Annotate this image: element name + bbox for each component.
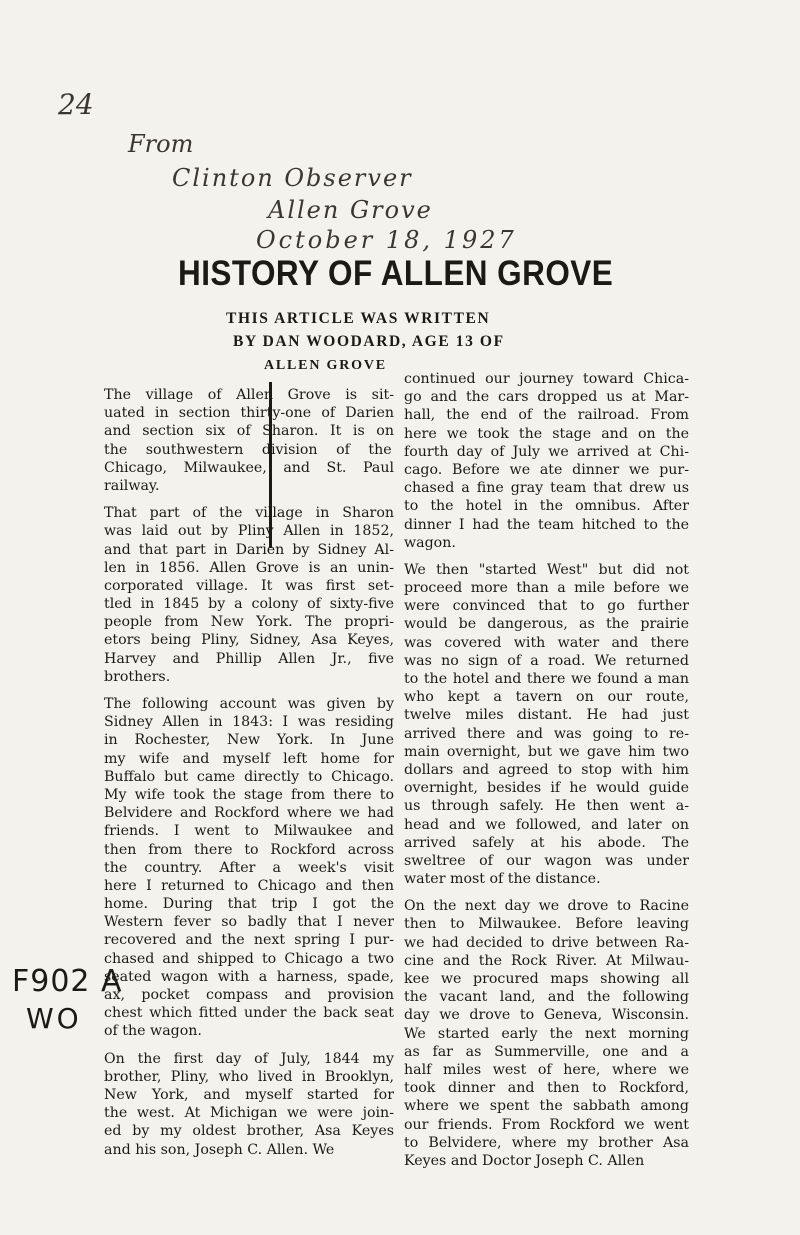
article-text-line: brother, Pliny, who lived in Brooklyn, bbox=[104, 1068, 394, 1085]
article-text-line: arrived safely at his abode. The bbox=[404, 834, 689, 851]
article-text-line: cago. Before we ate dinner we pur- bbox=[404, 461, 689, 478]
handwritten-page-number: 24 bbox=[58, 88, 94, 121]
article-text-line: New York, and myself started for bbox=[104, 1086, 394, 1103]
article-text-line: ax, pocket compass and provision bbox=[104, 987, 394, 1003]
article-text-line: Sidney Allen in 1843: I was residing bbox=[104, 714, 394, 731]
article-text-line: to the hotel in the omnibus. After bbox=[404, 498, 689, 515]
article-text-line: len in 1856. Allen Grove is an unin- bbox=[104, 559, 394, 576]
article-text-line: here we took the stage and on the bbox=[404, 425, 689, 442]
catalog-code-line-2: WO bbox=[26, 1002, 82, 1035]
paragraph-gap bbox=[404, 888, 689, 897]
article-text-line: Buffalo but came directly to Chicago. bbox=[104, 768, 394, 785]
article-text-line: wagon. bbox=[404, 534, 456, 551]
article-text-line: sweltree of our wagon was under bbox=[404, 852, 689, 869]
article-text-line: The following account was given by bbox=[104, 696, 394, 712]
article-text-line: half miles west of here, where we bbox=[404, 1061, 689, 1078]
article-text-line: Western fever so badly that I never bbox=[104, 914, 394, 931]
article-text-line: railway. bbox=[104, 477, 160, 494]
subheading-line-3: ALLEN GROVE bbox=[264, 358, 387, 373]
article-text-line: That part of the village in Sharon bbox=[104, 505, 394, 522]
article-text-line: the west. At Michigan we were join- bbox=[104, 1105, 394, 1122]
article-text-line: recovered and the next spring I pur- bbox=[104, 932, 394, 949]
article-text-line: chased a fine gray team that drew us bbox=[404, 480, 689, 497]
article-text-line: would be dangerous, as the prairie bbox=[404, 616, 689, 633]
article-text-line: main overnight, but we gave him two bbox=[404, 743, 689, 760]
article-text-line: go and the cars dropped us at Mar- bbox=[404, 389, 689, 406]
paragraph-gap bbox=[104, 1041, 394, 1050]
article-text-line: home. During that trip I got the bbox=[104, 896, 394, 913]
article-headline: HISTORY OF ALLEN GROVE bbox=[178, 254, 614, 293]
paragraph-gap bbox=[404, 552, 689, 561]
article-text-line: us through safely. He then went a- bbox=[404, 798, 689, 815]
article-text-line: proceed more than a mile before we bbox=[404, 580, 689, 597]
article-text-line: The village of Allen Grove is sit- bbox=[104, 387, 394, 403]
article-text-line: hall, the end of the railroad. From bbox=[404, 407, 689, 424]
article-text-line: We then "started West" but did not bbox=[404, 561, 689, 578]
paragraph-gap bbox=[104, 686, 394, 695]
article-text-line: tled in 1845 by a colony of sixty-five bbox=[104, 596, 394, 613]
article-text-line: people from New York. The propri- bbox=[104, 614, 394, 631]
article-text-line: then from there to Rockford across bbox=[104, 841, 394, 858]
article-text-line: was laid out by Pliny Allen in 1852, bbox=[104, 523, 394, 540]
article-text-line: took dinner and then to Rockford, bbox=[404, 1080, 689, 1097]
article-text-line: head and we followed, and later on bbox=[404, 816, 689, 833]
article-text-line: fourth day of July we arrived at Chi- bbox=[404, 443, 689, 460]
article-text-line: to Belvidere, where my brother Asa bbox=[404, 1134, 689, 1151]
article-text-line: was no sign of a road. We returned bbox=[404, 652, 689, 669]
article-column-left bbox=[104, 386, 394, 1159]
article-text-line: Keyes and Doctor Joseph C. Allen bbox=[404, 1152, 645, 1169]
article-text-line: arrived there and was going to re- bbox=[404, 725, 689, 742]
article-text-line: corporated village. It was first set- bbox=[104, 577, 394, 594]
article-text-line: ed by my oldest brother, Asa Keyes bbox=[104, 1123, 394, 1140]
article-text-line: the country. After a week's visit bbox=[104, 859, 394, 876]
article-text-line: We started early the next morning bbox=[404, 1025, 689, 1042]
article-text-line: and that part in Darien by Sidney Al- bbox=[104, 541, 394, 558]
article-text-line: brothers. bbox=[104, 668, 171, 685]
article-text-line: and his son, Joseph C. Allen. We bbox=[104, 1141, 335, 1158]
article-text-line: chest which fitted under the back seat bbox=[104, 1005, 394, 1022]
article-text-line: kee we procured maps showing all bbox=[404, 971, 689, 987]
article-text-line: etors being Pliny, Sidney, Asa Keyes, bbox=[104, 632, 394, 649]
article-text-line: was covered with water and there bbox=[404, 634, 689, 651]
article-text-line: Belvidere and Rockford where we had bbox=[104, 805, 394, 822]
article-text-line: then to Milwaukee. Before leaving bbox=[404, 916, 689, 933]
article-text-line: On the next day we drove to Racine bbox=[404, 898, 689, 915]
article-text-line: we had decided to drive between Ra- bbox=[404, 934, 689, 951]
article-text-line: seated wagon with a harness, spade, bbox=[104, 968, 394, 985]
article-text-line: chased and shipped to Chicago a two bbox=[104, 950, 394, 967]
article-text-line: where we spent the sabbath among bbox=[404, 1098, 689, 1115]
subheading-line-2: BY DAN WOODARD, AGE 13 OF bbox=[233, 333, 505, 350]
article-text-line: My wife took the stage from there to bbox=[104, 786, 394, 803]
article-text-line: were convinced that to go further bbox=[404, 598, 689, 615]
subheading-line-1: THIS ARTICLE WAS WRITTEN bbox=[226, 310, 491, 327]
article-text-line: Harvey and Phillip Allen Jr., five bbox=[104, 650, 394, 667]
article-text-line: twelve miles distant. He had just bbox=[404, 707, 689, 724]
paragraph-gap bbox=[104, 495, 394, 504]
article-text-line: who kept a tavern on our route, bbox=[404, 689, 689, 706]
article-text-line: overnight, besides if he would guide bbox=[404, 780, 689, 797]
article-text-line: uated in section thirty-one of Darien bbox=[104, 405, 394, 422]
article-text-line: of the wagon. bbox=[104, 1023, 202, 1040]
handwritten-date: October 18, 1927 bbox=[256, 226, 517, 254]
article-text-line: Chicago, Milwaukee, and St. Paul bbox=[104, 459, 394, 476]
catalog-code-line-1: F902 A bbox=[12, 964, 123, 999]
article-text-line: to the hotel and there we found a man bbox=[404, 671, 689, 687]
article-text-line: our friends. From Rockford we went bbox=[404, 1116, 689, 1133]
article-text-line: On the first day of July, 1844 my bbox=[104, 1050, 394, 1067]
article-text-line: friends. I went to Milwaukee and bbox=[104, 823, 394, 840]
article-text-line: cine and the Rock River. At Milwau- bbox=[404, 952, 689, 969]
article-text-line: the vacant land, and the following bbox=[404, 989, 689, 1006]
article-text-line: in Rochester, New York. In June bbox=[104, 732, 394, 749]
article-column-right bbox=[404, 370, 689, 1170]
article-text-line: as far as Summerville, one and a bbox=[404, 1043, 689, 1060]
handwritten-publication: Clinton Observer bbox=[172, 164, 413, 192]
article-text-line: the southwestern division of the bbox=[104, 441, 392, 458]
article-text-line: dinner I had the team hitched to the bbox=[404, 516, 689, 533]
article-text-line: dollars and agreed to stop with him bbox=[404, 761, 689, 778]
article-text-line: water most of the distance. bbox=[404, 871, 601, 888]
handwritten-place: Allen Grove bbox=[268, 196, 433, 224]
article-text-line: my wife and myself left home for bbox=[104, 750, 394, 767]
handwritten-from: From bbox=[128, 130, 194, 158]
article-text-line: continued our journey toward Chica- bbox=[404, 371, 689, 387]
article-text-line: here I returned to Chicago and then bbox=[104, 877, 394, 894]
article-text-line: and section six of Sharon. It is on bbox=[104, 423, 394, 440]
article-text-line: day we drove to Geneva, Wisconsin. bbox=[404, 1007, 689, 1024]
